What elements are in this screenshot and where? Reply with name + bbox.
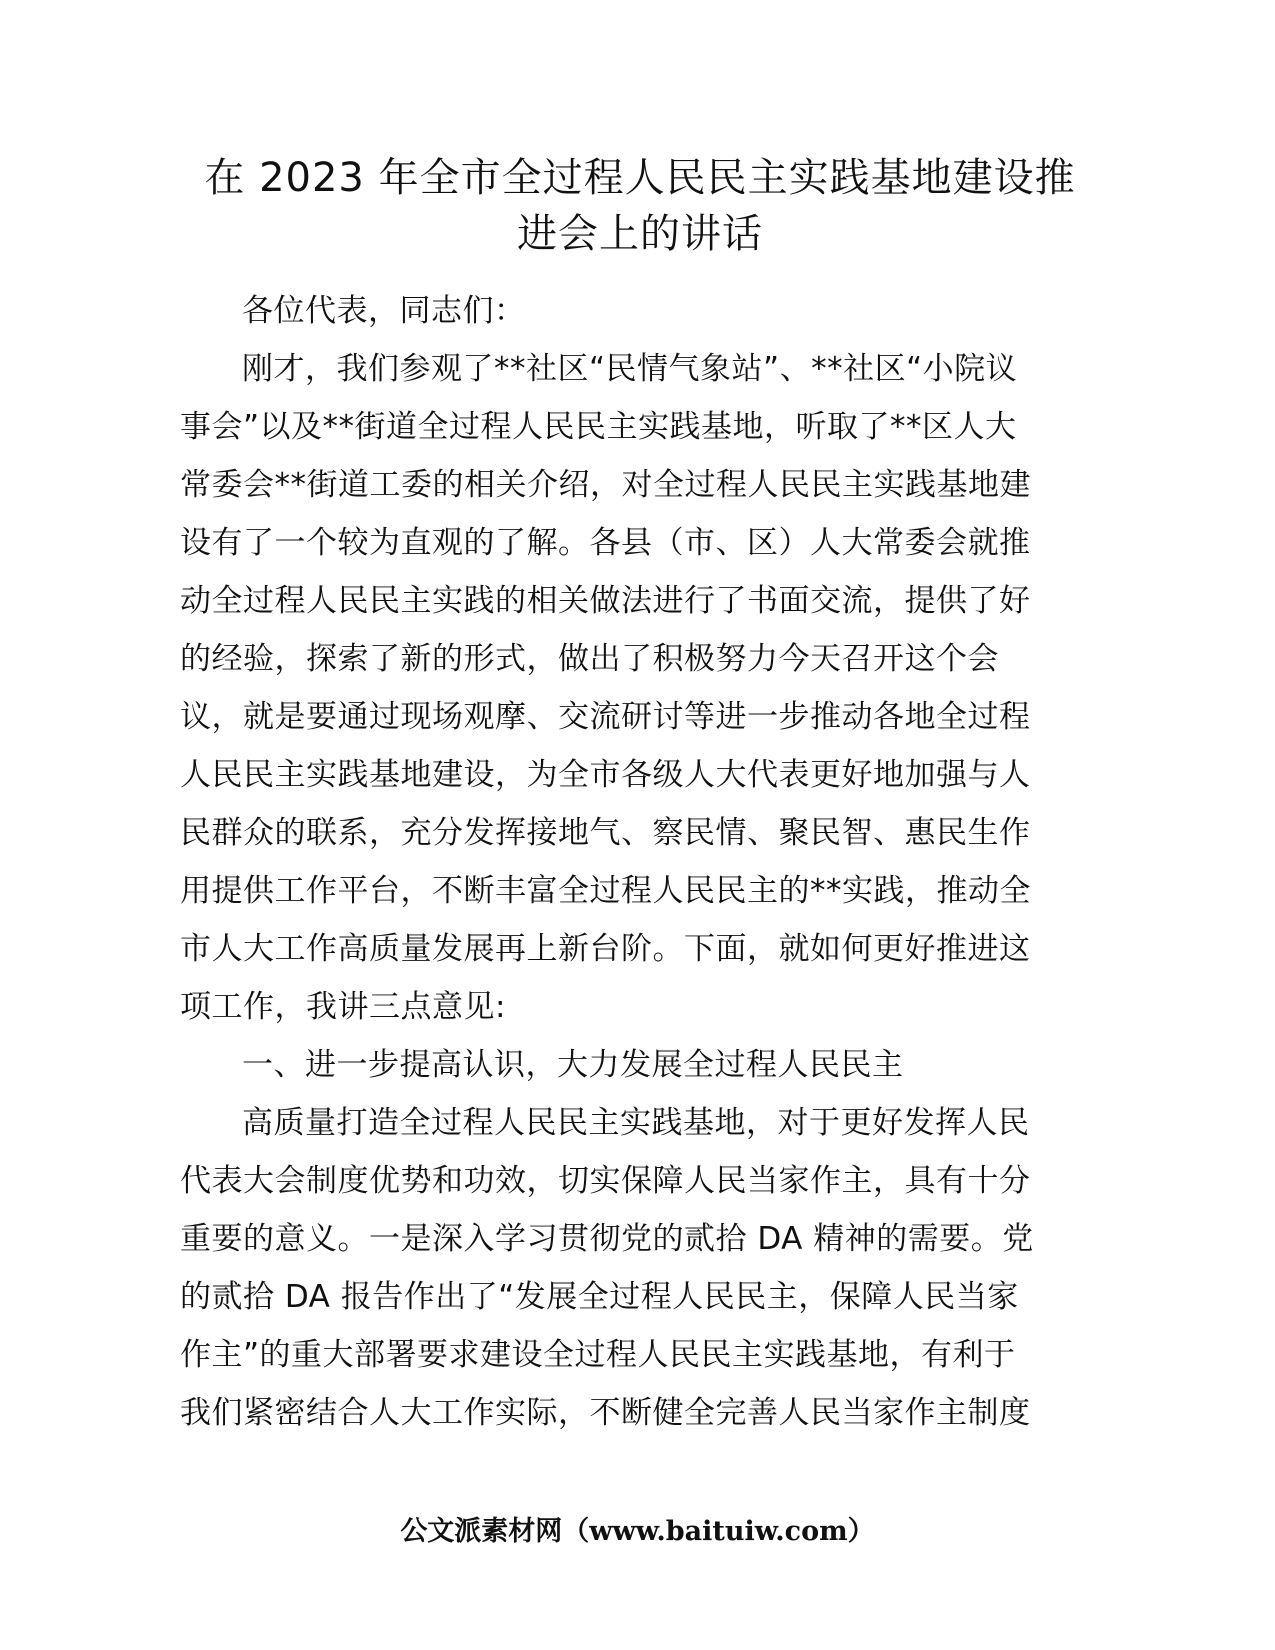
title-line-2: 进会上的讲话 bbox=[517, 211, 763, 257]
footer-watermark: 公文派素材网（www.baituiw.com） bbox=[400, 1516, 875, 1547]
body-line: 动全过程人民民主实践的相关做法进行了书面交流，提供了好 bbox=[180, 583, 1031, 619]
document-title bbox=[180, 150, 1100, 262]
body-line: 重要的意义。一是深入学习贯彻党的贰拾 DA 精神的需要。党 bbox=[180, 1221, 1034, 1257]
body-line: 议，就是要通过现场观摩、交流研讨等进一步推动各地全过程 bbox=[180, 699, 1031, 735]
body-line: 用提供工作平台，不断丰富全过程人民民主的**实践，推动全 bbox=[180, 873, 1031, 909]
body-line: 市人大工作高质量发展再上新台阶。下面，就如何更好推进这 bbox=[180, 931, 1031, 967]
body-line: 高质量打造全过程人民民主实践基地，对于更好发挥人民 bbox=[242, 1105, 1030, 1141]
salutation: 各位代表，同志们： bbox=[242, 293, 526, 329]
body-line: 事会”以及**街道全过程人民民主实践基地，听取了**区人大 bbox=[180, 409, 1017, 445]
body-line: 民群众的联系，充分发挥接地气、察民情、聚民智、惠民生作 bbox=[180, 815, 1031, 851]
body-line: 常委会**街道工委的相关介绍，对全过程人民民主实践基地建 bbox=[180, 467, 1031, 503]
body-line: 我们紧密结合人大工作实际，不断健全完善人民当家作主制度 bbox=[180, 1395, 1031, 1431]
body-line: 作主”的重大部署要求建设全过程人民民主实践基地，有利于 bbox=[180, 1337, 1016, 1373]
body-line: 人民民主实践基地建设，为全市各级人大代表更好地加强与人 bbox=[180, 757, 1031, 793]
body-line: 的贰拾 DA 报告作出了“发展全过程人民民主，保障人民当家 bbox=[180, 1279, 1019, 1315]
body-line: 的经验，探索了新的形式，做出了积极努力今天召开这个会 bbox=[180, 641, 999, 677]
body-line: 刚才，我们参观了**社区“民情气象站”、**社区“小院议 bbox=[242, 351, 1018, 387]
body-line: 设有了一个较为直观的了解。各县（市、区）人大常委会就推 bbox=[180, 525, 1031, 561]
section-heading: 一、进一步提高认识，大力发展全过程人民民主 bbox=[242, 1047, 904, 1083]
title-line-1: 在 2023 年全市全过程人民民主实践基地建设推 bbox=[204, 155, 1076, 201]
body-line: 项工作，我讲三点意见: bbox=[180, 989, 506, 1025]
document-body bbox=[180, 282, 1100, 1442]
body-line: 代表大会制度优势和功效，切实保障人民当家作主，具有十分 bbox=[180, 1163, 1031, 1199]
